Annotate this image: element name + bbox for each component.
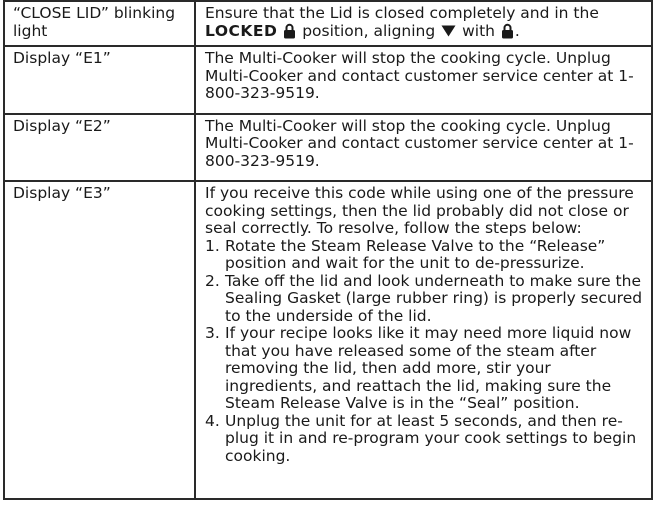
solution-cell — [195, 46, 652, 114]
problem-text: “CLOSE LID” blinking light — [13, 4, 176, 40]
steps-list — [205, 238, 643, 466]
solution-text-mid: position, aligning — [302, 21, 436, 40]
solution-text: The Multi-Cooker will stop the cooking cycle. Unplug Multi-Cooker and contact customer service center at 1-800-323-9519. — [205, 116, 634, 170]
list-item — [205, 238, 643, 273]
step-number: 4. — [205, 411, 220, 430]
problem-cell — [4, 114, 195, 182]
step-number: 2. — [205, 271, 220, 290]
table-row — [4, 1, 652, 46]
list-item — [205, 325, 643, 413]
problem-cell — [4, 46, 195, 114]
solution-text-pre: Ensure that the Lid is closed completely and in the — [205, 4, 599, 22]
problem-cell — [4, 181, 195, 499]
solution-text: The Multi-Cooker will stop the cooking cycle. Unplug Multi-Cooker and contact customer service center at 1-800-323-9519. — [205, 49, 634, 103]
alignment-arrow-icon — [441, 25, 456, 37]
solution-text-with: with — [462, 21, 495, 40]
problem-text: Display “E3” — [13, 184, 111, 203]
table-row — [4, 46, 652, 114]
table-row — [4, 114, 652, 182]
step-text: Unplug the unit for at least 5 seconds, and then re-plug it in and re-program your cook settings to begin cooking. — [225, 411, 637, 465]
problem-text: Display “E1” — [13, 49, 111, 68]
locked-label: LOCKED — [205, 21, 278, 40]
list-item — [205, 413, 643, 466]
solution-intro: If you receive this code while using one of the pressure cooking settings, then the lid probably did not close or seal correctly. To resolve, follow the steps below: — [205, 184, 634, 238]
lock-icon — [501, 23, 514, 39]
solution-cell — [195, 1, 652, 46]
step-text: Rotate the Steam Release Valve to the “Release” position and wait for the unit to de-pressurize. — [225, 236, 606, 273]
lock-icon — [283, 23, 296, 39]
table-row — [4, 181, 652, 499]
solution-cell — [195, 181, 652, 499]
step-text: If your recipe looks like it may need more liquid now that you have released some of the steam after removing the lid, then add more, stir your ingredients, and reattach the lid, making sure the Steam Release Valve is in the “Seal” position. — [225, 324, 632, 413]
solution-cell — [195, 114, 652, 182]
problem-cell — [4, 1, 195, 46]
step-number: 1. — [205, 236, 220, 255]
problem-text: Display “E2” — [13, 116, 111, 135]
list-item — [205, 273, 643, 326]
troubleshooting-table — [3, 0, 653, 500]
step-text: Take off the lid and look underneath to make sure the Sealing Gasket (large rubber ring) is properly secured to the underside of the lid. — [225, 271, 643, 325]
solution-text-end: . — [514, 21, 520, 40]
step-number: 3. — [205, 324, 220, 343]
